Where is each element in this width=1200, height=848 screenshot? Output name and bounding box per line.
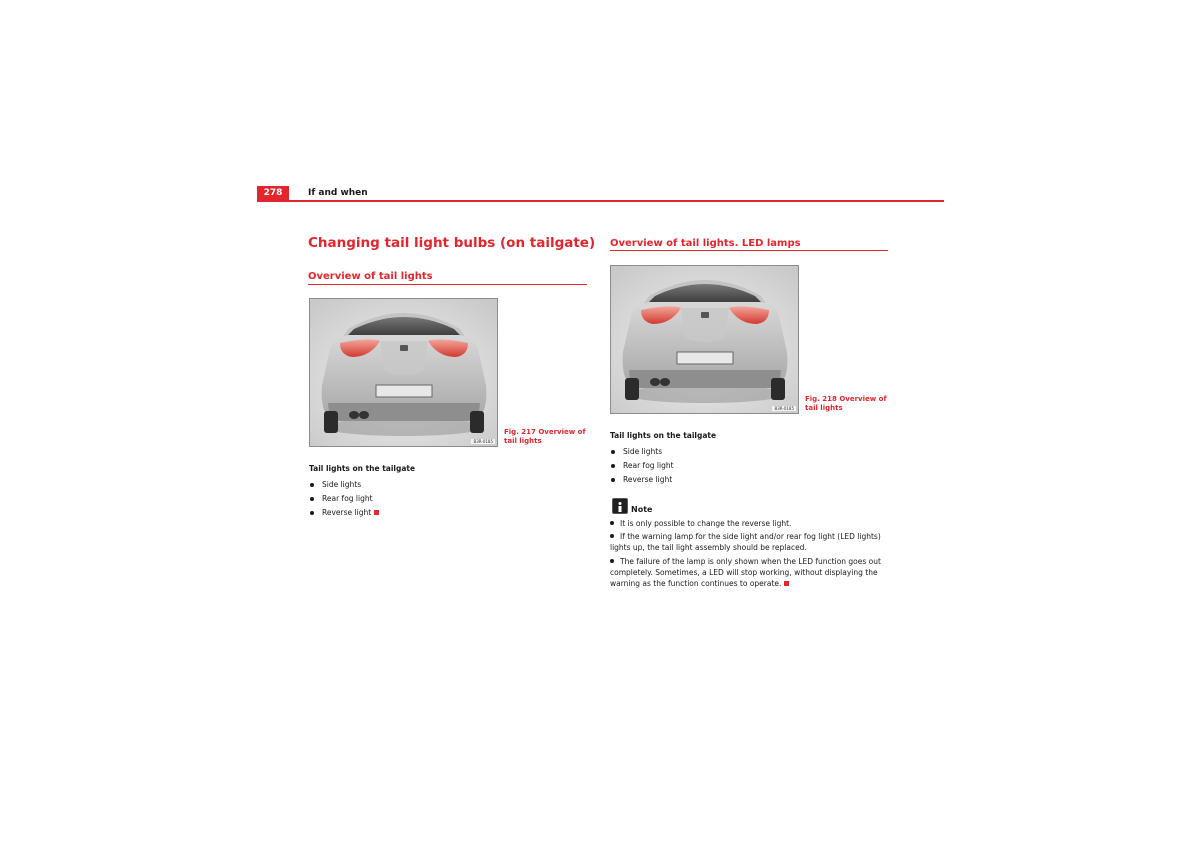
right-subheading: Overview of tail lights. LED lamps	[610, 238, 801, 249]
figure-code: B3R-0185	[473, 439, 493, 444]
list-item: Side lights	[309, 478, 379, 492]
section-title: If and when	[308, 188, 368, 198]
right-bulb-list	[610, 445, 674, 487]
car-rear-led-illustration	[611, 266, 798, 413]
figure-218-caption: Fig. 218 Overview of tail lights	[805, 395, 887, 412]
figure-code: B3R-0185	[774, 406, 794, 411]
header-divider	[257, 200, 944, 202]
left-subheading-rule	[308, 284, 587, 285]
main-heading: Changing tail light bulbs (on tailgate)	[308, 235, 596, 251]
figure-217-caption: Fig. 217 Overview of tail lights	[504, 428, 586, 445]
figure-217-image	[309, 298, 498, 447]
note-paragraph: If the warning lamp for the side light and/or rear fog light (LED lights) lights up, the tail light assembly should be replaced.	[610, 532, 881, 552]
list-item: Reverse light	[610, 473, 674, 487]
list-item: Side lights	[610, 445, 674, 459]
right-list-title: Tail lights on the tailgate	[610, 431, 717, 440]
left-subheading: Overview of tail lights	[308, 271, 433, 282]
list-item: Rear fog light	[309, 492, 379, 506]
info-icon	[612, 498, 628, 514]
figure-218-image	[610, 265, 799, 414]
left-list-title: Tail lights on the tailgate	[309, 464, 416, 473]
note-paragraph: The failure of the lamp is only shown when the LED function goes out completely. Sometimes, a LED will stop working, without displaying the warning as the function continues to operate.	[610, 557, 881, 588]
left-bulb-list	[309, 478, 379, 520]
right-subheading-rule	[610, 250, 888, 251]
list-item: Reverse light	[309, 506, 379, 520]
page-number: 278	[257, 186, 289, 200]
list-item: Rear fog light	[610, 459, 674, 473]
note-paragraph: It is only possible to change the reverse light.	[610, 518, 888, 529]
car-rear-illustration	[310, 299, 497, 446]
end-of-section-icon	[784, 581, 789, 586]
note-title: Note	[631, 505, 653, 514]
end-of-section-icon	[374, 510, 379, 515]
